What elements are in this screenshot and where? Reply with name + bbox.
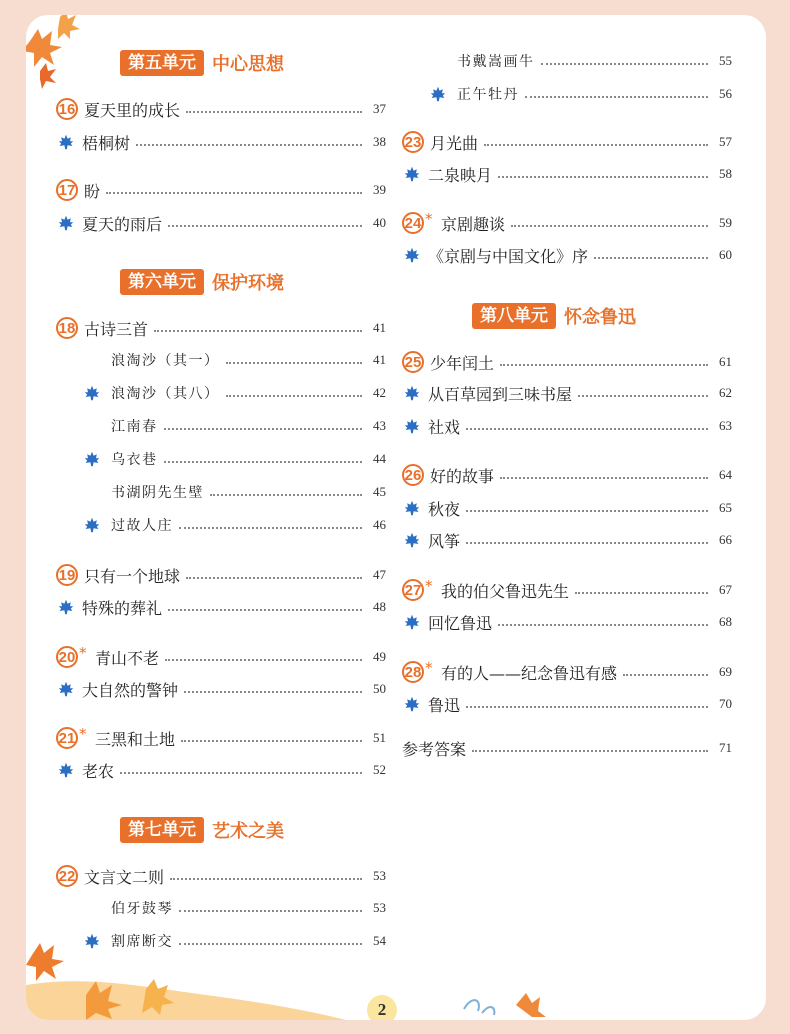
unit-name: 艺术之美 [212, 821, 284, 842]
dot-leader [472, 749, 708, 752]
unit-heading [120, 816, 284, 844]
maple-leaf-icon [404, 696, 420, 712]
entry-title: 伯牙鼓琴 [111, 901, 173, 917]
entry-page: 38 [373, 134, 386, 149]
toc-page [26, 15, 766, 1020]
toc-entry[interactable] [82, 478, 386, 506]
entry-title: 回忆鲁迅 [428, 613, 493, 633]
toc-entry[interactable] [82, 346, 386, 374]
entry-title: 鲁迅 [428, 695, 461, 715]
entry-title: 书湖阴先生壁 [111, 485, 204, 501]
entry-title: 乌衣巷 [111, 452, 158, 468]
toc-entry[interactable] [56, 314, 386, 342]
dot-leader [165, 658, 362, 661]
entry-page: 46 [373, 517, 386, 532]
lesson-number-badge: 23 [402, 131, 424, 153]
dot-leader [179, 526, 362, 529]
toc-entry[interactable] [82, 412, 386, 440]
toc-entry[interactable] [56, 176, 386, 204]
dot-leader [466, 541, 708, 544]
entry-page: 69 [719, 664, 732, 679]
lesson-number-badge: 22 [56, 865, 78, 887]
toc-entry[interactable] [402, 461, 732, 489]
dot-leader [210, 493, 362, 496]
entry-page: 70 [719, 696, 732, 711]
entry-title: 盼 [84, 181, 101, 201]
dot-leader [525, 95, 708, 98]
dot-leader [466, 509, 708, 512]
entry-page: 39 [373, 182, 386, 197]
maple-leaf-icon [404, 500, 420, 516]
entry-title: 夏天里的成长 [84, 100, 181, 120]
dot-leader [578, 394, 708, 397]
entry-page: 64 [719, 467, 732, 482]
maple-leaf-icon [58, 762, 74, 778]
dot-leader [498, 175, 708, 178]
entry-title: 《京剧与中国文化》序 [428, 246, 589, 266]
toc-entry[interactable] [56, 561, 386, 589]
entry-page: 58 [719, 166, 732, 181]
dot-leader [466, 427, 708, 430]
toc-entry[interactable] [402, 160, 732, 188]
dot-leader [154, 329, 362, 332]
entry-title: 社戏 [428, 417, 461, 437]
entry-title: 古诗三首 [84, 319, 149, 339]
entry-page: 44 [373, 451, 386, 466]
dot-leader [484, 143, 708, 146]
dot-leader [181, 739, 362, 742]
entry-title: 有的人——纪念鲁迅有感 [441, 663, 618, 683]
dot-leader [136, 143, 362, 146]
entry-page: 52 [373, 762, 386, 777]
dot-leader [168, 608, 362, 611]
entry-page: 37 [373, 101, 386, 116]
dot-leader [541, 62, 709, 65]
toc-entry[interactable] [56, 724, 386, 752]
entry-title: 好的故事 [430, 466, 495, 486]
lesson-number-badge: 18 [56, 317, 78, 339]
toc-entry[interactable] [56, 862, 386, 890]
toc-entry[interactable] [402, 379, 732, 407]
lesson-number-badge: 16 [56, 98, 78, 120]
dot-leader [594, 256, 708, 259]
lesson-number-badge: 21 [56, 727, 78, 749]
star-icon: * [425, 577, 433, 595]
dot-leader [170, 877, 362, 880]
entry-page: 54 [373, 933, 386, 948]
dot-leader [164, 460, 363, 463]
unit-label: 第七单元 [120, 817, 204, 843]
maple-leaf-icon [58, 134, 74, 150]
toc-entry[interactable] [56, 643, 386, 671]
entry-page: 40 [373, 215, 386, 230]
entry-title: 夏天的雨后 [82, 214, 163, 234]
dot-leader [186, 110, 362, 113]
star-icon: * [79, 725, 87, 743]
entry-title: 只有一个地球 [84, 566, 181, 586]
dot-leader [179, 942, 362, 945]
lesson-number-badge: 26 [402, 464, 424, 486]
entry-title: 过故人庄 [111, 518, 173, 534]
star-icon: * [79, 644, 87, 662]
maple-leaf-icon [84, 385, 100, 401]
entry-page: 42 [373, 385, 386, 400]
toc-entry[interactable] [82, 927, 386, 955]
entry-title: 割席断交 [111, 934, 173, 950]
toc-entry[interactable] [402, 241, 732, 269]
dot-leader [168, 224, 362, 227]
entry-page: 67 [719, 582, 732, 597]
maple-leaf-icon [404, 385, 420, 401]
entry-title: 正午牡丹 [457, 87, 519, 103]
maple-leaf-icon [58, 681, 74, 697]
entry-title: 梧桐树 [82, 133, 131, 153]
dot-leader [511, 224, 708, 227]
dot-leader [498, 623, 708, 626]
entry-title: 从百草园到三味书屋 [428, 384, 573, 404]
lesson-number-badge: 27 [402, 579, 424, 601]
entry-title: 京剧趣谈 [441, 214, 506, 234]
entry-page: 53 [373, 868, 386, 883]
entry-title: 老农 [82, 761, 115, 781]
maple-leaf-icon [404, 614, 420, 630]
lesson-number-badge: 25 [402, 351, 424, 373]
toc-entry[interactable] [82, 511, 386, 539]
unit-heading [120, 268, 284, 296]
toc-entry[interactable] [82, 445, 386, 473]
entry-page: 49 [373, 649, 386, 664]
toc-entry[interactable] [402, 494, 732, 522]
toc-entry[interactable] [402, 734, 732, 762]
entry-page: 65 [719, 500, 732, 515]
dot-leader [164, 427, 363, 430]
lesson-number-badge: 19 [56, 564, 78, 586]
entry-title: 参考答案 [402, 739, 467, 759]
entry-page: 63 [719, 418, 732, 433]
lesson-number-badge: 17 [56, 179, 78, 201]
toc-entry[interactable] [56, 756, 386, 784]
entry-page: 68 [719, 614, 732, 629]
star-icon: * [425, 210, 433, 228]
entry-title: 大自然的警钟 [82, 680, 179, 700]
entry-title: 我的伯父鲁迅先生 [441, 581, 570, 601]
unit-heading [472, 302, 636, 330]
maple-leaf-icon [58, 599, 74, 615]
entry-title: 月光曲 [430, 133, 479, 153]
star-icon: * [425, 659, 433, 677]
toc-entry[interactable] [56, 593, 386, 621]
entry-page: 59 [719, 215, 732, 230]
entry-page: 62 [719, 385, 732, 400]
toc-entry[interactable] [402, 128, 732, 156]
entry-title: 浪淘沙（其八） [111, 386, 220, 402]
maple-leaf-icon [84, 517, 100, 533]
dot-leader [106, 191, 362, 194]
entry-page: 47 [373, 567, 386, 582]
dot-leader [226, 394, 363, 397]
toc-entry[interactable] [56, 209, 386, 237]
maple-leaf-icon [84, 933, 100, 949]
autumn-leaves-top-left-decoration [26, 15, 100, 91]
entry-page: 48 [373, 599, 386, 614]
unit-heading [120, 49, 284, 77]
toc-entry[interactable] [82, 379, 386, 407]
maple-leaf-icon [404, 532, 420, 548]
dot-leader [466, 705, 708, 708]
dot-leader [500, 363, 708, 366]
entry-page: 41 [373, 320, 386, 335]
unit-label: 第八单元 [472, 303, 556, 329]
toc-entry[interactable] [56, 675, 386, 703]
entry-title: 江南春 [111, 419, 158, 435]
entry-page: 61 [719, 354, 732, 369]
toc-entry[interactable] [402, 658, 732, 686]
dot-leader [623, 673, 708, 676]
entry-title: 秋夜 [428, 499, 461, 519]
toc-entry[interactable] [402, 576, 732, 604]
entry-title: 文言文二则 [84, 867, 165, 887]
entry-page: 53 [373, 900, 386, 915]
page-number: 2 [367, 995, 397, 1020]
entry-page: 43 [373, 418, 386, 433]
dot-leader [575, 591, 708, 594]
entry-page: 41 [373, 352, 386, 367]
dot-leader [184, 690, 362, 693]
entry-title: 二泉映月 [428, 165, 493, 185]
dot-leader [120, 771, 362, 774]
lesson-number-badge: 20 [56, 646, 78, 668]
lesson-number-badge: 28 [402, 661, 424, 683]
dot-leader [179, 909, 362, 912]
toc-entry[interactable] [56, 128, 386, 156]
maple-leaf-icon [58, 215, 74, 231]
entry-title: 特殊的葬礼 [82, 598, 163, 618]
dot-leader [500, 476, 708, 479]
maple-leaf-icon [430, 86, 446, 102]
entry-page: 71 [719, 740, 732, 755]
maple-leaf-icon [404, 166, 420, 182]
dot-leader [226, 361, 363, 364]
toc-entry[interactable] [82, 894, 386, 922]
toc-entry[interactable] [402, 526, 732, 554]
entry-page: 50 [373, 681, 386, 696]
unit-label: 第五单元 [120, 50, 204, 76]
toc-entry[interactable] [402, 690, 732, 718]
toc-entry[interactable] [402, 608, 732, 636]
entry-title: 三黑和土地 [95, 729, 176, 749]
unit-name: 保护环境 [212, 273, 284, 294]
entry-page: 51 [373, 730, 386, 745]
toc-entry[interactable] [402, 412, 732, 440]
entry-page: 55 [719, 53, 732, 68]
maple-leaf-icon [84, 451, 100, 467]
entry-title: 书戴嵩画牛 [457, 54, 535, 70]
maple-leaf-icon [404, 418, 420, 434]
maple-leaf-icon [404, 247, 420, 263]
toc-entry[interactable] [428, 47, 732, 75]
lesson-number-badge: 24 [402, 212, 424, 234]
entry-title: 青山不老 [95, 648, 160, 668]
dot-leader [186, 576, 362, 579]
entry-title: 风筝 [428, 531, 461, 551]
entry-page: 57 [719, 134, 732, 149]
toc-entry[interactable] [402, 348, 732, 376]
entry-title: 少年闰土 [430, 353, 495, 373]
unit-label: 第六单元 [120, 269, 204, 295]
unit-name: 中心思想 [212, 54, 284, 75]
toc-entry[interactable] [56, 95, 386, 123]
unit-name: 怀念鲁迅 [564, 307, 636, 328]
entry-page: 60 [719, 247, 732, 262]
toc-entry[interactable] [402, 209, 732, 237]
entry-page: 66 [719, 532, 732, 547]
entry-page: 45 [373, 484, 386, 499]
entry-title: 浪淘沙（其一） [111, 353, 220, 369]
entry-page: 56 [719, 86, 732, 101]
toc-entry[interactable] [428, 80, 732, 108]
